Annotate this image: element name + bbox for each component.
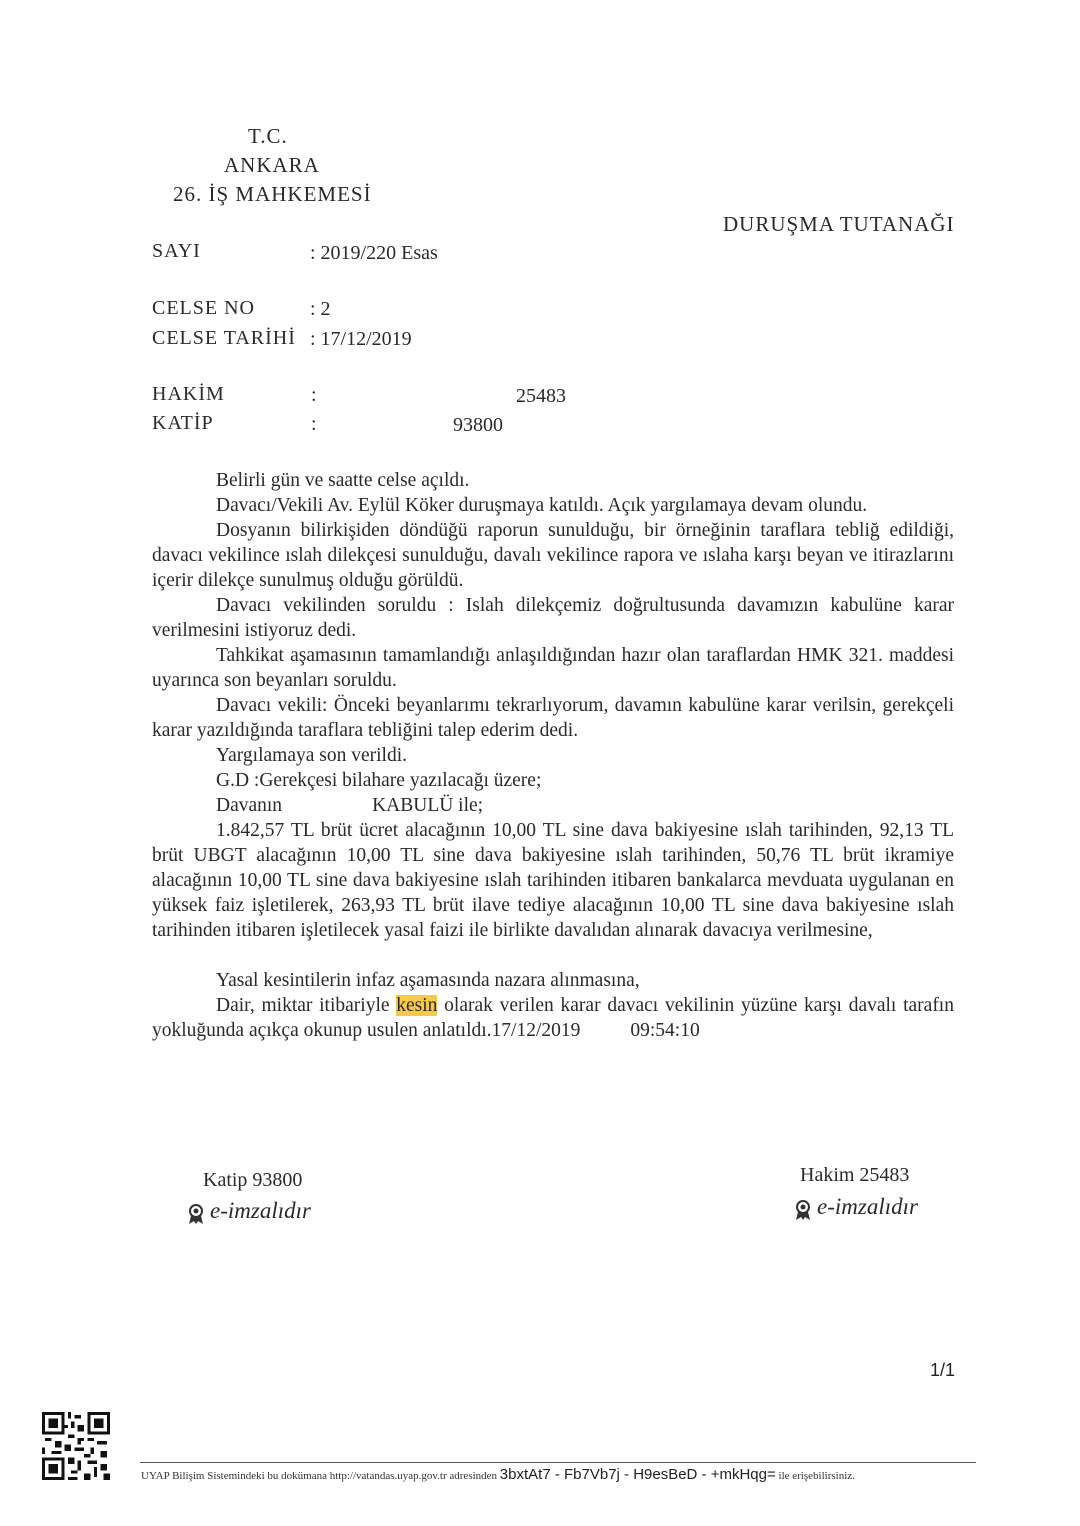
body-paragraph: Belirli gün ve saatte celse açıldı. xyxy=(216,470,470,491)
body-paragraph: G.D :Gerekçesi bilahare yazılacağı üzere; xyxy=(216,770,542,791)
sayi-label: SAYI xyxy=(152,240,201,262)
closing-time: 09:54:10 xyxy=(630,1020,700,1041)
footer-text-post: ile erişebilirsiniz. xyxy=(778,1470,855,1482)
footer-text-pre: UYAP Bilişim Sistemindeki bu dokümana http://vatandas.uyap.gov.tr adresinden xyxy=(141,1470,498,1482)
body-paragraph: Davacı vekilinden soruldu : Islah dilekçemiz doğrultusunda davamızın kabulüne karar verilmesini istiyoruz dedi. xyxy=(152,595,954,641)
closing-paragraph xyxy=(152,993,954,1043)
body-paragraph: 1.842,57 TL brüt ücret alacağının 10,00 TL sine dava bakiyesine ıslah tarihinden, 92,13 TL brüt UBGT alacağının 10,00 TL sine dava bakiyesine ıslah tarihinden, 50,76 TL brüt ikramiye alacağının 10,00 TL sine dava bakiyesine ıslah tarihinden itibaren bankalarca mevduata uygulanan en yüksek faiz işletilerek, 263,93 TL brüt ilave tediye alacağının 10,00 TL sine dava bakiyesine ıslah tarihinden itibaren işletilecek yasal faizi ile birlikte davalıdan alınarak davacıya verilmesine, xyxy=(152,820,954,941)
hakim-signature-label: Hakim 25483 xyxy=(800,1164,910,1186)
hakim-label: HAKİM xyxy=(152,383,225,405)
hakim-esignature xyxy=(793,1194,918,1221)
header-country: T.C. xyxy=(248,124,288,148)
katip-colon: : xyxy=(311,413,317,435)
header-city: ANKARA xyxy=(224,153,320,177)
seal-icon xyxy=(186,1203,206,1225)
celse-tarihi-label: CELSE TARİHİ xyxy=(152,327,296,349)
body-paragraph: Yasal kesintilerin infaz aşamasında nazara alınmasına, xyxy=(216,970,640,991)
body-paragraph: Davacı vekili: Önceki beyanlarımı tekrarlıyorum, davamın kabulüne karar verilsin, gerekçeli karar yazıldığında taraflara tebliğini talep ederim dedi. xyxy=(152,695,954,741)
document-title: DURUŞMA TUTANAĞI xyxy=(723,212,955,236)
katip-label: KATİP xyxy=(152,412,214,434)
hearing-minutes-body xyxy=(152,468,954,1043)
closing-text-pre: Dair, miktar itibariyle xyxy=(216,995,397,1016)
footer-divider xyxy=(140,1462,976,1463)
body-paragraph: Dosyanın bilirkişiden döndüğü raporun sunulduğu, bir örneğinin taraflara tebliğ edildiği, davacı vekilince ıslah dilekçesi sunulduğu, davalı vekilince rapora ve ıslaha karşı beyan ve itirazlarını içerir dilekçe sunulmuş olduğu görüldü. xyxy=(152,520,954,591)
footer-verification xyxy=(141,1466,855,1483)
hakim-esig-text: e-imzalıdır xyxy=(817,1194,918,1219)
hakim-value: 25483 xyxy=(516,385,566,407)
celse-tarihi-value: : 17/12/2019 xyxy=(310,328,412,350)
seal-icon xyxy=(793,1199,813,1221)
body-paragraph: Yargılamaya son verildi. xyxy=(216,745,408,766)
highlighted-word: kesin xyxy=(396,995,438,1016)
body-paragraph: Tahkikat aşamasının tamamlandığı anlaşıldığından hazır olan taraflardan HMK 321. maddesi uyarınca son beyanları soruldu. xyxy=(152,645,954,691)
closing-text-post: olarak verilen karar davacı vekilinin yüzüne karşı davalı tarafın yokluğunda açıkça okunup usulen anlatıldı.17/12/2019 xyxy=(152,995,954,1041)
qr-code-icon xyxy=(42,1412,110,1480)
page-number: 1/1 xyxy=(930,1360,956,1380)
verdict-line xyxy=(152,793,954,818)
katip-value: 93800 xyxy=(453,414,503,436)
verification-code: 3bxtAt7 - Fb7Vb7j - H9esBeD - +mkHqg= xyxy=(499,1466,776,1483)
celse-no-value: : 2 xyxy=(310,298,331,320)
verdict-decision: KABULÜ ile; xyxy=(372,795,484,816)
katip-esignature xyxy=(186,1198,311,1225)
celse-no-label: CELSE NO xyxy=(152,297,255,319)
verdict-subject: Davanın xyxy=(216,795,283,816)
hakim-colon: : xyxy=(311,384,317,406)
katip-esig-text: e-imzalıdır xyxy=(210,1198,311,1223)
sayi-value: : 2019/220 Esas xyxy=(310,242,438,264)
katip-signature-label: Katip 93800 xyxy=(203,1169,303,1191)
body-paragraph: Davacı/Vekili Av. Eylül Köker duruşmaya katıldı. Açık yargılamaya devam olundu. xyxy=(216,495,868,516)
header-court: 26. İŞ MAHKEMESİ xyxy=(173,182,372,206)
